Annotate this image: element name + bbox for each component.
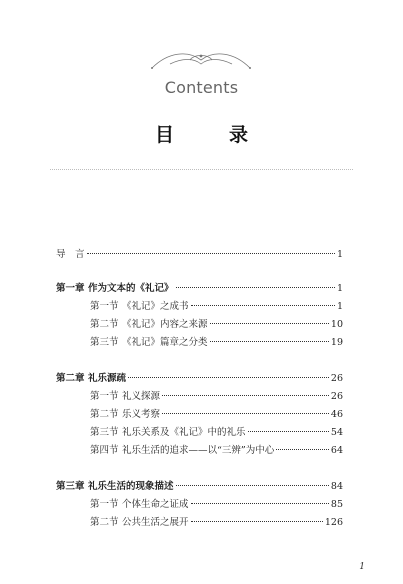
chapter-title: 礼乐生活的现象描述 bbox=[88, 481, 174, 492]
section-number: 第一节 bbox=[90, 499, 119, 510]
section-title: 个体生命之证成 bbox=[122, 499, 189, 510]
toc-page-number: 46 bbox=[330, 409, 343, 420]
toc-section[interactable] bbox=[90, 317, 343, 333]
toc-section[interactable] bbox=[90, 497, 343, 513]
section-title: 礼乐关系及《礼记》中的礼乐 bbox=[122, 427, 246, 438]
toc-chapter-3[interactable] bbox=[56, 479, 343, 495]
toc-page-number: 1 bbox=[336, 301, 343, 312]
toc-section[interactable] bbox=[90, 335, 343, 351]
toc-page-number: 26 bbox=[330, 373, 343, 384]
toc-section[interactable] bbox=[90, 425, 343, 441]
flourish-ornament bbox=[0, 46, 403, 76]
page-title: 目 录 bbox=[154, 124, 266, 146]
toc-entry-intro[interactable] bbox=[56, 247, 343, 263]
dot-leader bbox=[176, 286, 335, 288]
section-number: 第二节 bbox=[90, 319, 119, 330]
dot-leader bbox=[210, 322, 329, 324]
chapter-title: 作为文本的《礼记》 bbox=[88, 283, 174, 294]
toc-section[interactable] bbox=[90, 299, 343, 315]
toc-page-number: 85 bbox=[330, 499, 343, 510]
chapter-title: 礼乐源疏 bbox=[88, 373, 127, 384]
section-number: 第二节 bbox=[90, 409, 119, 420]
chapter-number: 第一章 bbox=[56, 283, 85, 294]
section-title: 礼乐生活的追求——以“三辨”为中心 bbox=[122, 445, 275, 456]
dot-leader bbox=[191, 520, 323, 522]
section-number: 第一节 bbox=[90, 391, 119, 402]
toc-page-number: 54 bbox=[330, 427, 343, 438]
dot-leader bbox=[87, 252, 335, 254]
title-divider bbox=[50, 169, 353, 170]
section-number: 第四节 bbox=[90, 445, 119, 456]
toc-page-number: 10 bbox=[330, 319, 343, 330]
page-folio: 1 bbox=[359, 562, 365, 572]
dot-leader bbox=[176, 484, 329, 486]
toc-chapter-1[interactable] bbox=[56, 281, 343, 297]
toc-entry-label: 导 言 bbox=[56, 249, 85, 260]
toc-section[interactable] bbox=[90, 515, 343, 531]
toc-section[interactable] bbox=[90, 443, 343, 459]
toc-page-number: 84 bbox=[330, 481, 343, 492]
toc-page-number: 19 bbox=[330, 337, 343, 348]
dot-leader bbox=[210, 340, 329, 342]
dot-leader bbox=[128, 376, 329, 378]
chapter-number: 第三章 bbox=[56, 481, 85, 492]
toc-page-number: 1 bbox=[336, 249, 343, 260]
toc-section[interactable] bbox=[90, 407, 343, 423]
toc-page-number: 1 bbox=[336, 283, 343, 294]
dot-leader bbox=[162, 394, 329, 396]
section-number: 第三节 bbox=[90, 427, 119, 438]
toc-page-number: 64 bbox=[330, 445, 343, 456]
dot-leader bbox=[162, 412, 329, 414]
section-title: 《礼记》内容之来源 bbox=[122, 319, 208, 330]
section-number: 第一节 bbox=[90, 301, 119, 312]
section-title: 《礼记》之成书 bbox=[122, 301, 189, 312]
chapter-number: 第二章 bbox=[56, 373, 85, 384]
section-title: 《礼记》篇章之分类 bbox=[122, 337, 208, 348]
dot-leader bbox=[248, 430, 329, 432]
dot-leader bbox=[276, 448, 329, 450]
toc-page-number: 126 bbox=[324, 517, 343, 528]
section-number: 第二节 bbox=[90, 517, 119, 528]
section-title: 公共生活之展开 bbox=[122, 517, 189, 528]
toc-page-number: 26 bbox=[330, 391, 343, 402]
section-number: 第三节 bbox=[90, 337, 119, 348]
contents-heading: Contents bbox=[164, 78, 239, 97]
toc-section[interactable] bbox=[90, 389, 343, 405]
dot-leader bbox=[191, 304, 335, 306]
dot-leader bbox=[191, 502, 329, 504]
section-title: 礼义探源 bbox=[122, 391, 161, 402]
toc-chapter-2[interactable] bbox=[56, 371, 343, 387]
section-title: 乐义考察 bbox=[122, 409, 161, 420]
